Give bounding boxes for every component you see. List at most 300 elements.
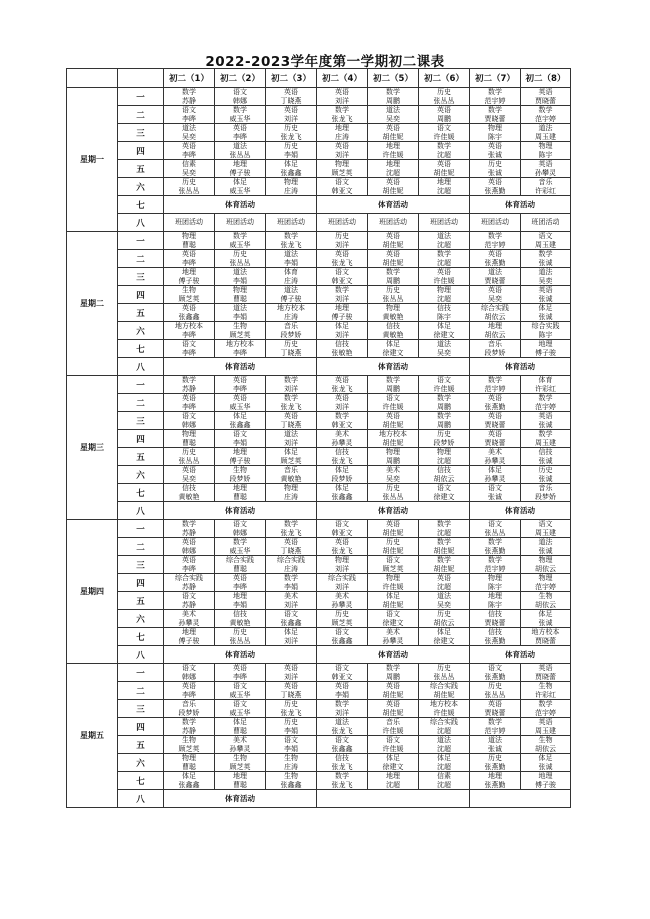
teacher: 傅子骏: [178, 276, 200, 285]
subject: 体足: [437, 754, 451, 763]
teacher: 许佳媛: [382, 150, 404, 159]
teacher: 孙攀灵: [331, 438, 353, 447]
subject: 语文: [386, 394, 400, 403]
teacher: 刘洋: [335, 294, 349, 303]
teacher: 张丛丛: [484, 690, 506, 699]
period-label: 一: [118, 376, 164, 394]
subject: 历史: [437, 430, 451, 439]
subject: 信技: [335, 448, 349, 457]
subject: 道法: [437, 232, 451, 241]
activity-cell: 体育活动: [317, 358, 470, 376]
teacher: 段梦娇: [484, 348, 506, 357]
subject: 英语: [538, 88, 553, 97]
table-row: [67, 610, 571, 628]
schedule-cell: [419, 484, 470, 502]
table-row: [67, 772, 571, 790]
teacher: 苏静: [182, 96, 196, 105]
subject: 语文: [335, 178, 349, 187]
subject: 体足: [437, 628, 451, 637]
schedule-cell: [266, 124, 317, 142]
schedule-cell: [470, 718, 521, 736]
period-label: 二: [118, 394, 164, 412]
schedule-cell: [521, 754, 571, 772]
schedule-cell: [419, 232, 470, 250]
schedule-cell: [317, 772, 368, 790]
schedule-cell: [164, 322, 215, 340]
schedule-cell: [419, 538, 470, 556]
teacher: 刘洋: [284, 636, 298, 645]
teacher: 李晔: [182, 690, 196, 699]
teacher: 周玉建: [535, 438, 556, 447]
teacher: 徐建文: [382, 348, 404, 357]
subject: 英语: [182, 682, 196, 691]
activity-cell: 体育活动: [317, 646, 470, 664]
subject: 地理: [233, 160, 247, 169]
teacher: 沈超: [386, 780, 400, 789]
schedule-cell: [266, 304, 317, 322]
teacher: 张鑫鑫: [331, 636, 353, 645]
class-header: 初二（4）: [317, 69, 368, 88]
subject: 英语: [538, 286, 553, 295]
schedule-cell: [368, 214, 419, 232]
teacher: 张丛丛: [484, 528, 506, 537]
subject: 英语: [488, 250, 502, 259]
table-row: [67, 160, 571, 178]
subject: 地方校本: [277, 304, 305, 313]
schedule-cell: [215, 538, 266, 556]
teacher: 威玉华: [229, 186, 251, 195]
subject: 语文: [182, 664, 196, 673]
teacher: 许佳媛: [382, 744, 404, 753]
teacher: 胡佳妮: [433, 564, 455, 573]
schedule-cell: [164, 484, 215, 502]
subject: 英语: [233, 394, 247, 403]
subject: 物理: [233, 286, 247, 295]
subject: 历史: [488, 682, 502, 691]
teacher: 张龙飞: [331, 762, 353, 771]
teacher: 张诚: [488, 150, 502, 159]
teacher: 张丛丛: [229, 150, 251, 159]
teacher: 庄涛: [284, 762, 298, 771]
subject: 历史: [488, 160, 502, 169]
teacher: 周鹏: [437, 114, 451, 123]
table-row: [67, 466, 571, 484]
subject: 语文: [182, 340, 196, 349]
teacher: 胡佳妮: [382, 546, 404, 555]
schedule-cell: [215, 520, 266, 538]
teacher: 胡依云: [535, 564, 556, 573]
table-row: [67, 232, 571, 250]
subject: 数学: [335, 106, 349, 115]
schedule-cell: [317, 754, 368, 772]
subject: 生物: [233, 322, 247, 331]
schedule-cell: [419, 376, 470, 394]
schedule-cell: [215, 286, 266, 304]
subject: 综合实践: [531, 322, 560, 331]
schedule-cell: [521, 538, 571, 556]
teacher: 李娟: [233, 276, 247, 285]
teacher: 周鹏: [386, 96, 400, 105]
schedule-table: [66, 68, 571, 808]
schedule-cell: [317, 628, 368, 646]
teacher: 吴奕: [538, 276, 553, 285]
teacher: 张燕勤: [484, 762, 506, 771]
teacher: 张诚: [538, 618, 553, 627]
period-label: 六: [118, 466, 164, 484]
schedule-cell: [368, 700, 419, 718]
schedule-cell: [317, 718, 368, 736]
period-label: 八: [118, 790, 164, 808]
teacher: 段梦娇: [433, 438, 455, 447]
teacher: 顾芝英: [382, 564, 404, 573]
teacher: 张丛丛: [229, 636, 251, 645]
schedule-cell: [317, 664, 368, 682]
schedule-cell: [419, 160, 470, 178]
schedule-cell: [419, 304, 470, 322]
subject: 数学: [437, 142, 451, 151]
schedule-cell: [521, 718, 571, 736]
subject: 生物: [538, 736, 553, 745]
subject: 体足: [538, 610, 553, 619]
schedule-cell: [164, 214, 215, 232]
schedule-cell: [266, 538, 317, 556]
period-label: 七: [118, 196, 164, 214]
schedule-cell: [521, 484, 571, 502]
subject: 数学: [538, 430, 553, 439]
subject: 语文: [386, 736, 400, 745]
class-header: 初二（2）: [215, 69, 266, 88]
table-row: [67, 304, 571, 322]
schedule-cell: [521, 124, 571, 142]
schedule-cell: [470, 484, 521, 502]
schedule-cell: [266, 250, 317, 268]
subject: 英语: [233, 376, 247, 385]
subject: 语文: [233, 520, 247, 529]
teacher: 吴奕: [437, 348, 451, 357]
teacher: 张诚: [538, 258, 553, 267]
teacher: 顾芝英: [331, 618, 353, 627]
subject: 生物: [182, 286, 196, 295]
teacher: 韩亚文: [331, 672, 353, 681]
teacher: 许佳媛: [382, 402, 404, 411]
schedule-cell: [419, 88, 470, 106]
subject: 语文: [488, 484, 502, 493]
subject: 历史: [233, 250, 247, 259]
schedule-cell: [368, 754, 419, 772]
teacher: 曹聪: [233, 726, 247, 735]
subject: 英语: [437, 574, 451, 583]
subject: 语文: [386, 610, 400, 619]
schedule-cell: [164, 556, 215, 574]
teacher: 丁晓燕: [280, 96, 302, 105]
schedule-cell: [419, 178, 470, 196]
table-row: [67, 88, 571, 106]
teacher: 陈宇: [488, 582, 502, 591]
teacher: 张丛丛: [229, 258, 251, 267]
subject: 英语: [284, 106, 298, 115]
subject: 英语: [335, 682, 349, 691]
teacher: 张鑫鑫: [331, 744, 353, 753]
teacher: 范宇婷: [484, 96, 506, 105]
schedule-cell: [215, 448, 266, 466]
teacher: 丁晓燕: [280, 348, 302, 357]
period-label: 八: [118, 502, 164, 520]
schedule-cell: [368, 412, 419, 430]
subject: 数学: [538, 106, 553, 115]
subject: 历史: [284, 124, 298, 133]
subject: 英语: [182, 556, 196, 565]
schedule-cell: [215, 214, 266, 232]
teacher: 周玉建: [535, 726, 556, 735]
subject: 语文: [437, 376, 451, 385]
schedule-cell: [521, 700, 571, 718]
schedule-cell: [470, 448, 521, 466]
schedule-cell: [164, 268, 215, 286]
period-label: 一: [118, 664, 164, 682]
schedule-cell: [164, 664, 215, 682]
schedule-cell: [368, 556, 419, 574]
teacher: 胡佳妮: [433, 168, 455, 177]
teacher: 张诚: [538, 546, 553, 555]
teacher: 徐建文: [382, 618, 404, 627]
teacher: 张诚: [538, 474, 553, 483]
subject: 语文: [488, 664, 502, 673]
period-label: 七: [118, 484, 164, 502]
teacher: 张诚: [538, 456, 553, 465]
teacher: 周玉建: [535, 528, 556, 537]
subject: 音乐: [284, 322, 298, 331]
schedule-cell: [419, 466, 470, 484]
schedule-cell: [521, 610, 571, 628]
teacher: 刘洋: [284, 672, 298, 681]
teacher: 许佳媛: [382, 726, 404, 735]
teacher: 许彩红: [535, 384, 556, 393]
teacher: 李晔: [182, 114, 196, 123]
subject: 数学: [488, 88, 502, 97]
subject: 英语: [488, 394, 502, 403]
teacher: 吴奕: [386, 474, 400, 483]
period-label: 七: [118, 628, 164, 646]
schedule-cell: [164, 376, 215, 394]
teacher: 沈超: [437, 780, 451, 789]
schedule-cell: [215, 682, 266, 700]
schedule-cell: [266, 664, 317, 682]
teacher: 韩娜: [182, 672, 196, 681]
subject: 语文: [335, 520, 349, 529]
schedule-cell: [368, 340, 419, 358]
schedule-cell: [266, 430, 317, 448]
schedule-cell: [419, 394, 470, 412]
subject: 美术: [386, 628, 400, 637]
subject: 地理: [233, 772, 247, 781]
schedule-cell: [470, 268, 521, 286]
teacher: 李晔: [233, 384, 247, 393]
schedule-cell: [521, 142, 571, 160]
teacher: 孙攀灵: [178, 618, 200, 627]
class-header: 初二（6）: [419, 69, 470, 88]
subject: 英语: [335, 394, 349, 403]
subject: 地理: [335, 124, 349, 133]
teacher: 胡佳妮: [433, 690, 455, 699]
subject: 物理: [335, 556, 349, 565]
subject: 物理: [538, 142, 553, 151]
schedule-cell: [368, 538, 419, 556]
schedule-cell: [317, 304, 368, 322]
schedule-cell: [368, 430, 419, 448]
subject: 语文: [538, 520, 553, 529]
schedule-cell: [266, 160, 317, 178]
subject: 物理: [335, 160, 349, 169]
teacher: 张鑫鑫: [280, 168, 302, 177]
activity-cell: 体育活动: [470, 502, 571, 520]
schedule-cell: [521, 466, 571, 484]
schedule-cell: [317, 574, 368, 592]
subject: 体足: [386, 340, 400, 349]
schedule-cell: [419, 556, 470, 574]
teacher: 李娟: [284, 150, 298, 159]
schedule-cell: [215, 160, 266, 178]
schedule-cell: [470, 520, 521, 538]
teacher: 沈超: [437, 582, 451, 591]
schedule-cell: [266, 286, 317, 304]
schedule-cell: [368, 736, 419, 754]
teacher: 苏静: [182, 384, 196, 393]
schedule-cell: [317, 268, 368, 286]
subject: 班团活动: [531, 218, 560, 227]
period-label: 八: [118, 214, 164, 232]
teacher: 曹聪: [233, 564, 247, 573]
schedule-cell: [215, 232, 266, 250]
schedule-cell: [317, 736, 368, 754]
schedule-cell: [317, 250, 368, 268]
subject: 物理: [437, 448, 451, 457]
activity-cell: 体育活动: [470, 358, 571, 376]
schedule-cell: [470, 628, 521, 646]
subject: 生物: [284, 754, 298, 763]
teacher: 许佳媛: [433, 132, 455, 141]
subject: 数学: [284, 376, 298, 385]
schedule-cell: [419, 736, 470, 754]
schedule-cell: [215, 610, 266, 628]
schedule-cell: [419, 718, 470, 736]
teacher: 刘洋: [335, 402, 349, 411]
teacher: 张诚: [538, 420, 553, 429]
teacher: 周鹏: [386, 672, 400, 681]
teacher: 贾晓蕾: [484, 114, 506, 123]
subject: 地理: [538, 340, 553, 349]
schedule-cell: [215, 628, 266, 646]
table-row: [67, 754, 571, 772]
teacher: 苏静: [182, 528, 196, 537]
teacher: 李晔: [233, 348, 247, 357]
period-label: 六: [118, 610, 164, 628]
schedule-cell: [521, 736, 571, 754]
schedule-cell: [215, 556, 266, 574]
teacher: 庄涛: [284, 276, 298, 285]
subject: 语文: [182, 412, 196, 421]
teacher: 韩亚文: [331, 528, 353, 537]
schedule-cell: [470, 664, 521, 682]
table-row: [67, 268, 571, 286]
subject: 地理: [488, 322, 502, 331]
subject: 数学: [437, 394, 451, 403]
schedule-cell: [419, 664, 470, 682]
schedule-cell: [368, 610, 419, 628]
schedule-cell: [215, 592, 266, 610]
schedule-cell: [317, 106, 368, 124]
schedule-cell: [215, 700, 266, 718]
subject: 信技: [437, 304, 451, 313]
schedule-cell: [215, 772, 266, 790]
teacher: 张燕勤: [484, 402, 506, 411]
schedule-cell: [419, 628, 470, 646]
schedule-cell: [266, 592, 317, 610]
teacher: 胡佳妮: [382, 438, 404, 447]
schedule-cell: [215, 250, 266, 268]
subject: 道法: [538, 124, 553, 133]
teacher: 李娟: [284, 258, 298, 267]
activity-cell: 体育活动: [164, 358, 317, 376]
subject: 英语: [437, 106, 451, 115]
subject: 地理: [538, 772, 553, 781]
schedule-cell: [317, 376, 368, 394]
teacher: 孙攀灵: [229, 744, 251, 753]
subject: 地理: [386, 142, 400, 151]
teacher: 张燕勤: [484, 672, 506, 681]
teacher: 刘洋: [335, 150, 349, 159]
schedule-cell: [215, 142, 266, 160]
schedule-cell: [419, 520, 470, 538]
teacher: 张龙飞: [280, 528, 302, 537]
subject: 信技: [386, 322, 400, 331]
day-label: 星期二: [67, 232, 118, 376]
subject: 综合实践: [481, 304, 509, 313]
teacher: 刘洋: [284, 384, 298, 393]
table-row: [67, 592, 571, 610]
teacher: 威玉华: [229, 546, 251, 555]
schedule-cell: [164, 160, 215, 178]
subject: 班团活动: [481, 218, 509, 227]
activity-cell: 体育活动: [164, 502, 317, 520]
schedule-cell: [215, 268, 266, 286]
subject: 道法: [284, 430, 298, 439]
teacher: 刘洋: [335, 582, 349, 591]
schedule-cell: [164, 394, 215, 412]
teacher: 威玉华: [229, 708, 251, 717]
teacher: 韩娜: [233, 96, 247, 105]
subject: 信技: [182, 484, 196, 493]
teacher: 胡佳妮: [382, 420, 404, 429]
teacher: 黄敏艳: [178, 492, 200, 501]
teacher: 韩娜: [182, 546, 196, 555]
schedule-cell: [266, 466, 317, 484]
schedule-cell: [419, 142, 470, 160]
subject: 物理: [538, 574, 553, 583]
subject: 历史: [386, 286, 400, 295]
subject: 历史: [437, 664, 451, 673]
schedule-cell: [317, 484, 368, 502]
teacher: 沈超: [437, 762, 451, 771]
period-label: 四: [118, 718, 164, 736]
schedule-cell: [317, 322, 368, 340]
teacher: 韩亚文: [331, 186, 353, 195]
teacher: 胡佳妮: [382, 528, 404, 537]
table-row: [67, 178, 571, 196]
subject: 数学: [182, 718, 196, 727]
schedule-cell: [164, 304, 215, 322]
teacher: 范宇婷: [535, 402, 556, 411]
teacher: 张鑫鑫: [331, 492, 353, 501]
